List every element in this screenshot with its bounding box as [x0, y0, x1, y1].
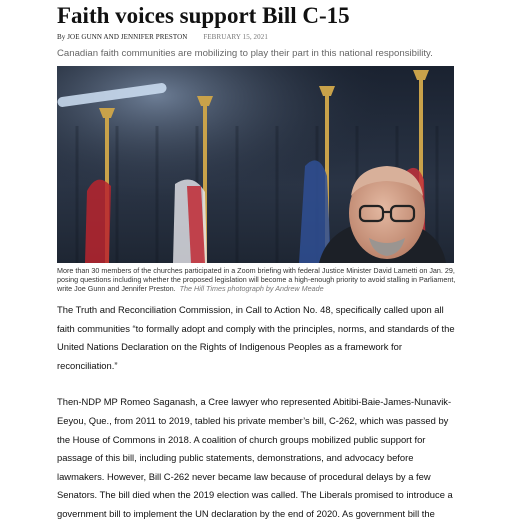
photo-caption-text: More than 30 members of the churches participated in a Zoom briefing with federal Justice Minister David Lametti on Jan. 29, posing questions including whether the proposed legislation will become a high-enough priority to avoid stalling in Parliament, write Joe Gunn and Jennifer Preston.	[57, 266, 456, 293]
article-photo[interactable]	[57, 66, 454, 263]
photo-illustration	[57, 66, 454, 263]
article-paragraph: The Truth and Reconciliation Commission, in Call to Action No. 48, specifically called upon all faith communities “to formally adopt and comply with the principles, norms, and standards of the United Nations Declaration on the Rights of Indigenous Peoples as a framework for reconciliation.”	[57, 304, 455, 371]
article	[0, 3, 508, 524]
byline-row	[57, 33, 456, 42]
article-deck: Canadian faith communities are mobilizing to play their part in this national responsibility.	[57, 48, 433, 59]
photo-caption	[57, 266, 456, 293]
article-date: FEBRUARY 15, 2021	[203, 33, 268, 41]
article-paragraph: Then-NDP MP Romeo Saganash, a Cree lawyer who represented Abitibi-Baie-James-Nunavik-Eeyou, Que., from 2011 to 2019, tabled his private member’s bill, C-262, which was passed by the House of Commons in 2018. A coalition of church groups mobilized public support for passage of this bill, including public statements, demonstrations, and advocacy before lawmakers. However, Bill C-262 never became law because of procedural delays by a few Senators. The bill died when the 2019 election was called. The Liberals promised to introduce a government bill to implement the UN declaration by the end of 2020. As government bill the	[57, 396, 453, 519]
article-byline[interactable]: By JOE GUNN AND JENNIFER PRESTON	[57, 33, 188, 41]
photo-credit: The Hill Times photograph by Andrew Meade	[179, 284, 324, 293]
article-headline: Faith voices support Bill C-15	[57, 3, 350, 28]
